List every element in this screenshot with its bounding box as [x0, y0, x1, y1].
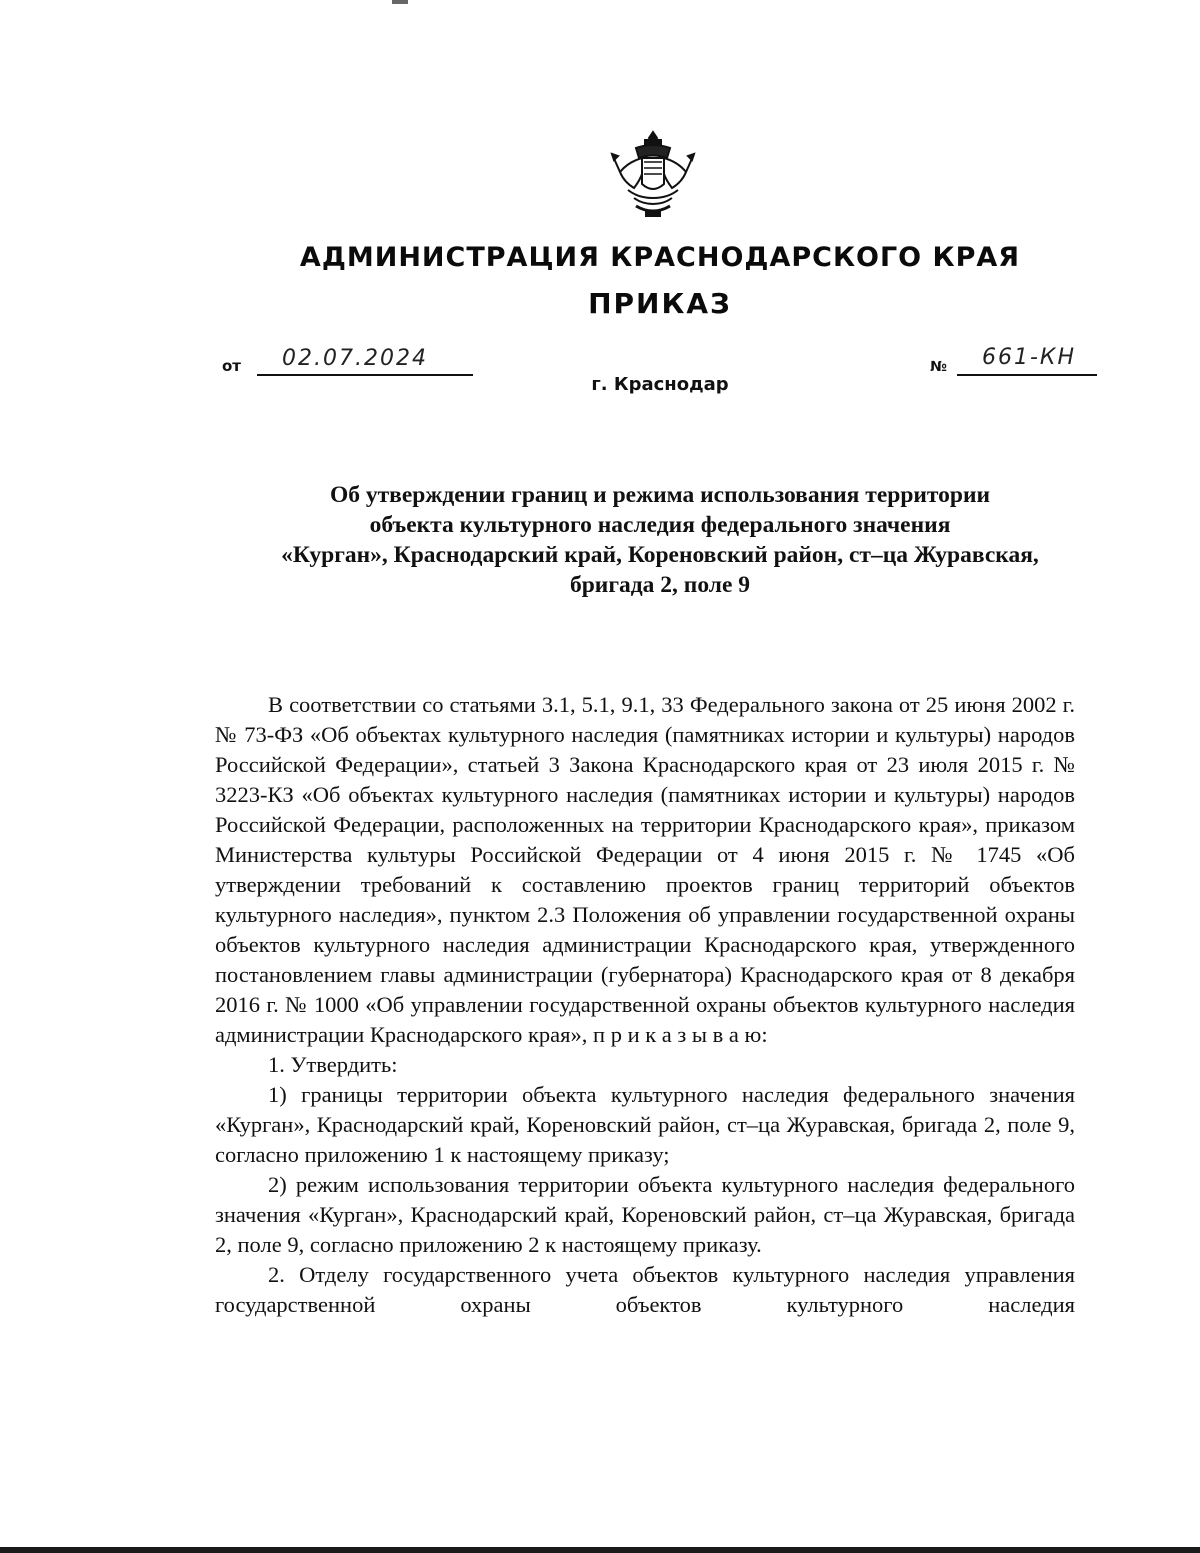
scan-artifact — [392, 0, 408, 4]
document-type: ПРИКАЗ — [588, 287, 732, 320]
number-label: № — [930, 359, 947, 375]
document-body — [215, 690, 1075, 1320]
item-2: 2. Отделу государственного учета объектов культурного наследия управления государственной охраны объектов культурного наследия — [215, 1262, 1075, 1317]
date-handwritten: 02.07.2024 — [282, 346, 428, 371]
city-label: г. Краснодар — [591, 374, 729, 395]
document-title: Об утверждении границ и режима использования территории объекта культурного наследия федерального значения «Курган», Краснодарский край, Кореновский район, ст–ца Журавская, бригада 2, поле 9 — [281, 482, 1039, 598]
item-1-2: 2) режим использования территории объекта культурного наследия федерального значения «Курган», Краснодарский край, Кореновский район, ст–ца Журавская, бригада 2, поле 9, согласно приложению 2 к настоящему приказу. — [215, 1172, 1075, 1257]
item-1-1: 1) границы территории объекта культурного наследия федерального значения «Курган», Краснодарский край, Кореновский район, ст–ца Журавская, бригада 2, поле 9, согласно приложению 1 к настоящему приказу; — [215, 1082, 1075, 1167]
organization-title: АДМИНИСТРАЦИЯ КРАСНОДАРСКОГО КРАЯ — [299, 242, 1021, 273]
coat-of-arms-icon — [606, 128, 700, 222]
preamble-paragraph — [215, 690, 1075, 1050]
scan-edge — [0, 1547, 1200, 1553]
number-handwritten: 661-КН — [982, 345, 1077, 370]
preamble-text: В соответствии со статьями 3.1, 5.1, 9.1, 33 Федерального закона от 25 июня 2002 г. № 73-ФЗ «Об объектах культурного наследия (памятниках истории и культуры) народов Российской Федерации», статьей 3 Закона Краснодарского края от 23 июля 2015 г. № 3223-КЗ «Об объектах культурного наследия (памятниках истории и культуры) народов Российской Федерации, расположенных на территории Краснодарского края», приказом Министерства культуры Российской Федерации от 4 июня 2015 г. № 1745 «Об утверждении требований к составлению проектов границ территорий объектов культурного наследия», пунктом 2.3 Положения об управлении государственной охраны объектов культурного наследия администрации Краснодарского края, утвержденного постановлением главы администрации (губернатора) Краснодарского края от 8 декабря 2016 г. № 1000 «Об управлении государственной охраны объектов культурного наследия администрации Краснодарского края», — [215, 692, 1075, 1047]
item-1: 1. Утвердить: — [268, 1052, 398, 1077]
date-label: от — [222, 357, 241, 375]
order-word: п р и к а з ы в а ю: — [593, 1022, 768, 1047]
